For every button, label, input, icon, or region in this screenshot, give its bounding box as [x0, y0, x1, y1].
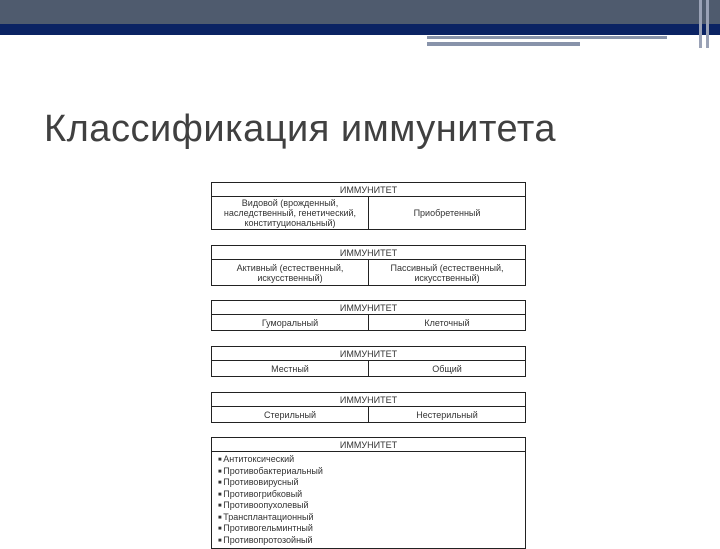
table-cell: Стерильный	[264, 409, 316, 420]
table-cell: Гуморальный	[261, 317, 319, 328]
table-cell: Местный	[271, 363, 309, 374]
table-cell: Пассивный (естественный, искусственный)	[368, 260, 525, 285]
list-item: ■ Противопротозойный	[218, 535, 525, 547]
decor-strip	[706, 0, 709, 48]
decor-strip	[699, 0, 702, 48]
classification-table-6	[211, 437, 526, 549]
slide-title: Классификация иммунитета	[44, 108, 556, 150]
table-cell: Активный (естественный, искусственный)	[236, 262, 344, 283]
immunity-types-list	[218, 454, 525, 546]
table-header: ИММУНИТЕТ	[212, 393, 525, 407]
table-cell: Нестерильный	[368, 407, 525, 422]
table-cell: Общий	[368, 361, 525, 376]
classification-table-2	[211, 245, 526, 286]
table-header: ИММУНИТЕТ	[212, 438, 525, 452]
header-bar	[0, 0, 720, 24]
classification-table-5	[211, 392, 526, 423]
list-item: ■ Трансплантационный	[218, 512, 525, 524]
list-item: ■ Антитоксический	[218, 454, 525, 466]
list-item: ■ Противоопухолевый	[218, 500, 525, 512]
decor-line	[427, 42, 580, 46]
table-cell: Приобретенный	[368, 197, 525, 229]
list-item: ■ Противобактериальный	[218, 466, 525, 478]
header-accent-bar	[0, 24, 720, 35]
classification-table-1	[211, 182, 526, 230]
list-item: ■ Противогельминтный	[218, 523, 525, 535]
classification-table-3	[211, 300, 526, 331]
table-header: ИММУНИТЕТ	[212, 246, 525, 260]
list-item: ■ Противогрибковый	[218, 489, 525, 501]
classification-table-4	[211, 346, 526, 377]
table-cell: Клеточный	[368, 315, 525, 330]
table-header: ИММУНИТЕТ	[212, 183, 525, 197]
table-header: ИММУНИТЕТ	[212, 347, 525, 361]
table-header: ИММУНИТЕТ	[212, 301, 525, 315]
list-item: ■ Противовирусный	[218, 477, 525, 489]
table-cell: Видовой (врожденный, наследственный, генетический, конституциональный)	[223, 198, 357, 228]
decor-line	[427, 36, 667, 39]
